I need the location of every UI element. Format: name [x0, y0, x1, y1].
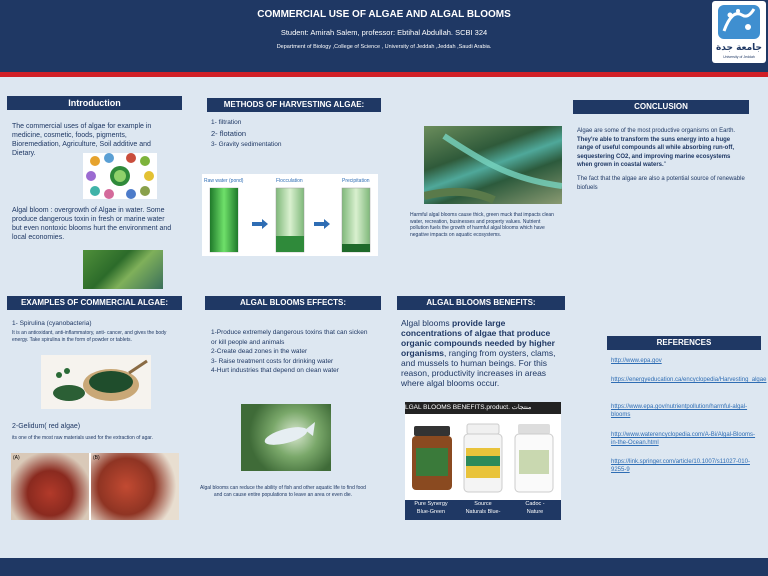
diagram-label-raw: Raw water (pond) — [204, 178, 244, 184]
product-jar-2 — [459, 418, 507, 496]
effect-item-1: 1-Produce extremely dangerous toxins that can sicken or kill people and animals — [211, 329, 368, 346]
gelidum-photo-a — [11, 453, 89, 520]
intro-paragraph-1: The commercial uses of algae for example in medicine, cosmetic, foods, pigments, Bioremediation, Agriculture, Soil additive and Dietary. — [12, 123, 152, 157]
poster-header — [0, 0, 768, 72]
spirulina-heading: 1- Spirulina (cyanobacteria) — [12, 320, 92, 327]
logo-subtext: University of Jeddah — [723, 55, 755, 59]
photo-label-b: (B) — [93, 455, 100, 461]
gelidum-photos — [11, 453, 179, 520]
reference-link-1[interactable]: http://www.epa.gov — [611, 358, 662, 364]
product-caption-2: Source Naturals Blue- — [457, 500, 509, 520]
method-item-2: 2- flotation — [211, 129, 247, 138]
method-item-3: 3- Gravity sedimentation — [211, 141, 282, 148]
effect-item-4: 4-Hurt industries that depend on clean water — [211, 367, 339, 374]
references-heading: REFERENCES — [607, 336, 761, 350]
student-line: Student: Amirah Salem, professor: Ebtihal Abdullah. SCBI 324 — [280, 28, 488, 37]
reference-link-3[interactable]: https://www.epa.gov/nutrientpollution/harmful-algal-blooms — [611, 404, 748, 418]
spirulina-powder-photo — [41, 355, 151, 409]
product-jar-3 — [510, 418, 558, 496]
introduction-heading: Introduction — [7, 96, 182, 110]
product-jar-1 — [408, 418, 456, 496]
gelidum-description: its one of the most raw materials used for the extraction of agar. — [12, 435, 153, 441]
dead-fish-photo — [241, 404, 331, 471]
benefits-heading: ALGAL BLOOMS BENEFITS: — [397, 296, 565, 310]
spirulina-description: It is an antioxidant, anti-inflammatory, anti- cancer, and gives the body energy. Take spirulina in the form of powder or tablets. — [12, 330, 167, 343]
effect-item-3: 3- Raise treatment costs for drinking water — [211, 357, 334, 365]
department-line: Department of Biology ,College of Science , University of Jeddah ,Jeddah ,Saudi Arabia. — [276, 44, 492, 50]
reference-link-2[interactable]: https://energyeducation.ca/encyclopedia/Harvesting_algae — [611, 377, 767, 383]
university-logo — [712, 1, 766, 63]
photo-label-a: (A) — [13, 455, 20, 461]
bloom-caption: Harmful algal blooms cause thick, green muck that impacts clean water, recreation, businesses and property values. Nutrient pollution fuels the growth of harmful algal blooms which have negative impacts on aquatic ecosystems. — [410, 212, 554, 238]
methods-list — [211, 117, 371, 150]
diagram-label-flocculation: Flocculation — [276, 178, 303, 184]
effects-heading: ALGAL BLOOMS EFFECTS: — [205, 296, 381, 310]
poster-title: COMMERCIAL USE OF ALGAE AND ALGAL BLOOMS — [257, 9, 511, 20]
logo-arabic-text: جامعة جدة — [715, 43, 763, 53]
methods-heading: METHODS OF HARVESTING ALGAE: — [207, 98, 381, 112]
gelidum-photo-b — [91, 453, 179, 520]
effect-item-2: 2-Create dead zones in the water — [211, 348, 308, 355]
gelidum-heading: 2-Gelidum( red algae) — [12, 423, 81, 430]
intro-paragraph-2: Algal bloom : overgrowth of Algae in water. Some produce dangerous toxin in fresh or marine water but even nontoxic blooms hurt the environment and local economies. — [12, 207, 172, 241]
algal-bloom-photo — [83, 250, 163, 289]
conclusion-paragraph-1: Algae are some of the most productive organisms on Earth. They're able to transform the suns energy into a huge range of useful compounds all while absorbing run-off, sequestering CO2, and improving marine ecosystems when grown in coastal waters." — [577, 128, 736, 168]
poster-footer — [0, 558, 768, 576]
effects-caption: Algal blooms can reduce the ability of fish and other aquatic life to find food and can cause entire populations to leave an area or even die. — [200, 485, 366, 498]
reference-link-4[interactable]: http://www.waterencyclopedia.com/A-Bi/Algal-Blooms-in-the-Ocean.html — [611, 432, 756, 446]
lake-bloom-aerial-photo — [424, 126, 562, 204]
product-caption-3: Cadoc - Nature — [509, 500, 561, 520]
logo-emblem-icon — [712, 1, 766, 43]
diagram-label-precipitation: Precipitation — [342, 178, 370, 184]
products-panel — [405, 402, 561, 520]
method-item-1: 1- filtration — [211, 119, 242, 126]
algae-uses-diagram — [83, 153, 157, 199]
examples-heading: EXAMPLES OF COMMERCIAL ALGAE: — [7, 296, 182, 310]
conclusion-heading: CONCLUSION — [573, 100, 749, 114]
benefits-paragraph: Algal blooms provide large concentrations of algae that produce organic compounds needed by higher organisms, ranging from oysters, clams, and mussels to human beings. For this reason, productivity increases in areas where algal blooms occur. — [401, 318, 556, 388]
harvesting-diagram — [202, 174, 378, 256]
reference-link-5[interactable]: https://link.springer.com/article/10.1007/s11027-010-9255-9 — [611, 459, 750, 473]
products-banner: LGAL BLOOMS BENEFITS.product. منتجات — [405, 402, 561, 414]
effects-list — [211, 328, 373, 376]
conclusion-paragraph-2: The fact that the algae are also a potential source of renewable biofuels — [577, 176, 745, 191]
header-accent-line — [0, 72, 768, 77]
product-caption-1: Pure Synergy Blue-Green — [405, 500, 457, 520]
